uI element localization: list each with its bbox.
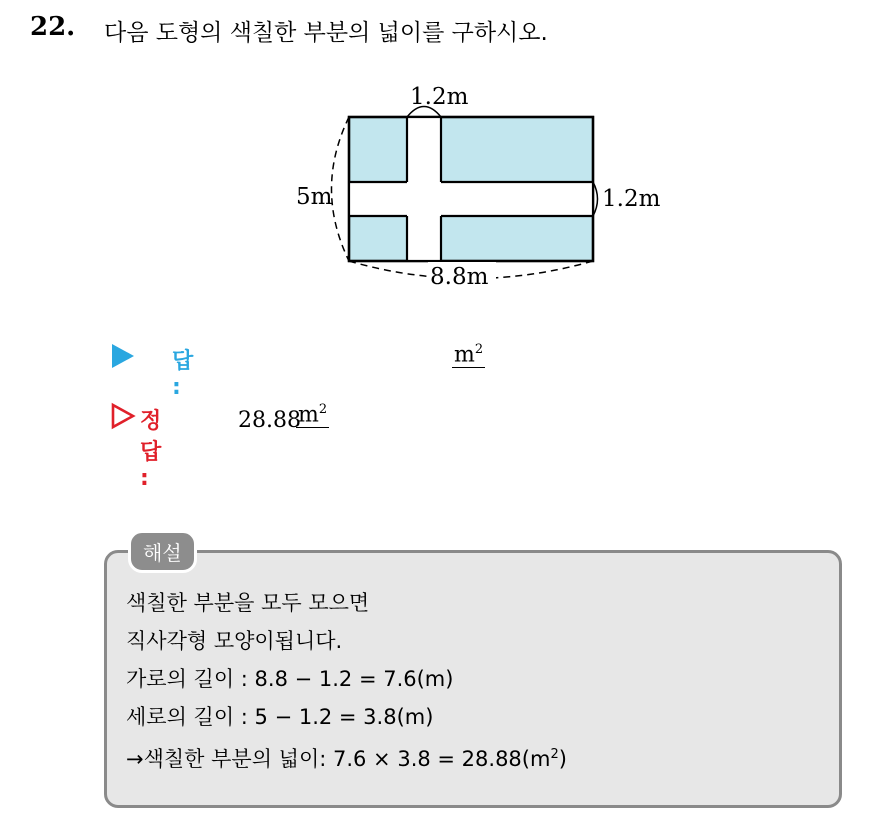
correct-answer-row (110, 402, 328, 491)
shape-figure (280, 74, 700, 304)
correct-unit: $m^2$ (298, 402, 328, 428)
label-top-width: 1.2m (410, 84, 469, 110)
explanation-tag: 해설 (128, 530, 197, 573)
explanation-line: 직사각형 모양이됩니다. (126, 629, 343, 653)
label-bottom-width: 8.8m (430, 264, 489, 290)
horizontal-road (349, 182, 593, 216)
label-left-height: 5m (296, 184, 333, 210)
explanation-line: 가로의 길이 : 8.8 − 1.2 = 7.6(m) (126, 667, 454, 691)
play-triangle-icon (110, 342, 136, 370)
label-right-width: 1.2m (602, 186, 661, 212)
answer-row (110, 342, 484, 400)
question-number: 22. (30, 12, 76, 42)
correct-value: 28.88 (238, 408, 301, 433)
explanation-line: →색칠한 부분의 넓이: $7.6 \times 3.8 = 28.88(m^2)$ (126, 747, 567, 771)
correct-label: 정답 : (140, 409, 162, 491)
answer-unit: $m^2$ (454, 342, 484, 368)
question-text: 다음 도형의 색칠한 부분의 넓이를 구하시오. (104, 20, 548, 46)
explanation-line: 세로의 길이 : 5 − 1.2 = 3.8(m) (126, 705, 434, 729)
explanation-line: 색칠한 부분을 모두 모으면 (126, 591, 370, 615)
outline-triangle-icon (110, 402, 136, 430)
answer-label: 답 : (172, 349, 194, 400)
explanation-text (126, 584, 567, 778)
